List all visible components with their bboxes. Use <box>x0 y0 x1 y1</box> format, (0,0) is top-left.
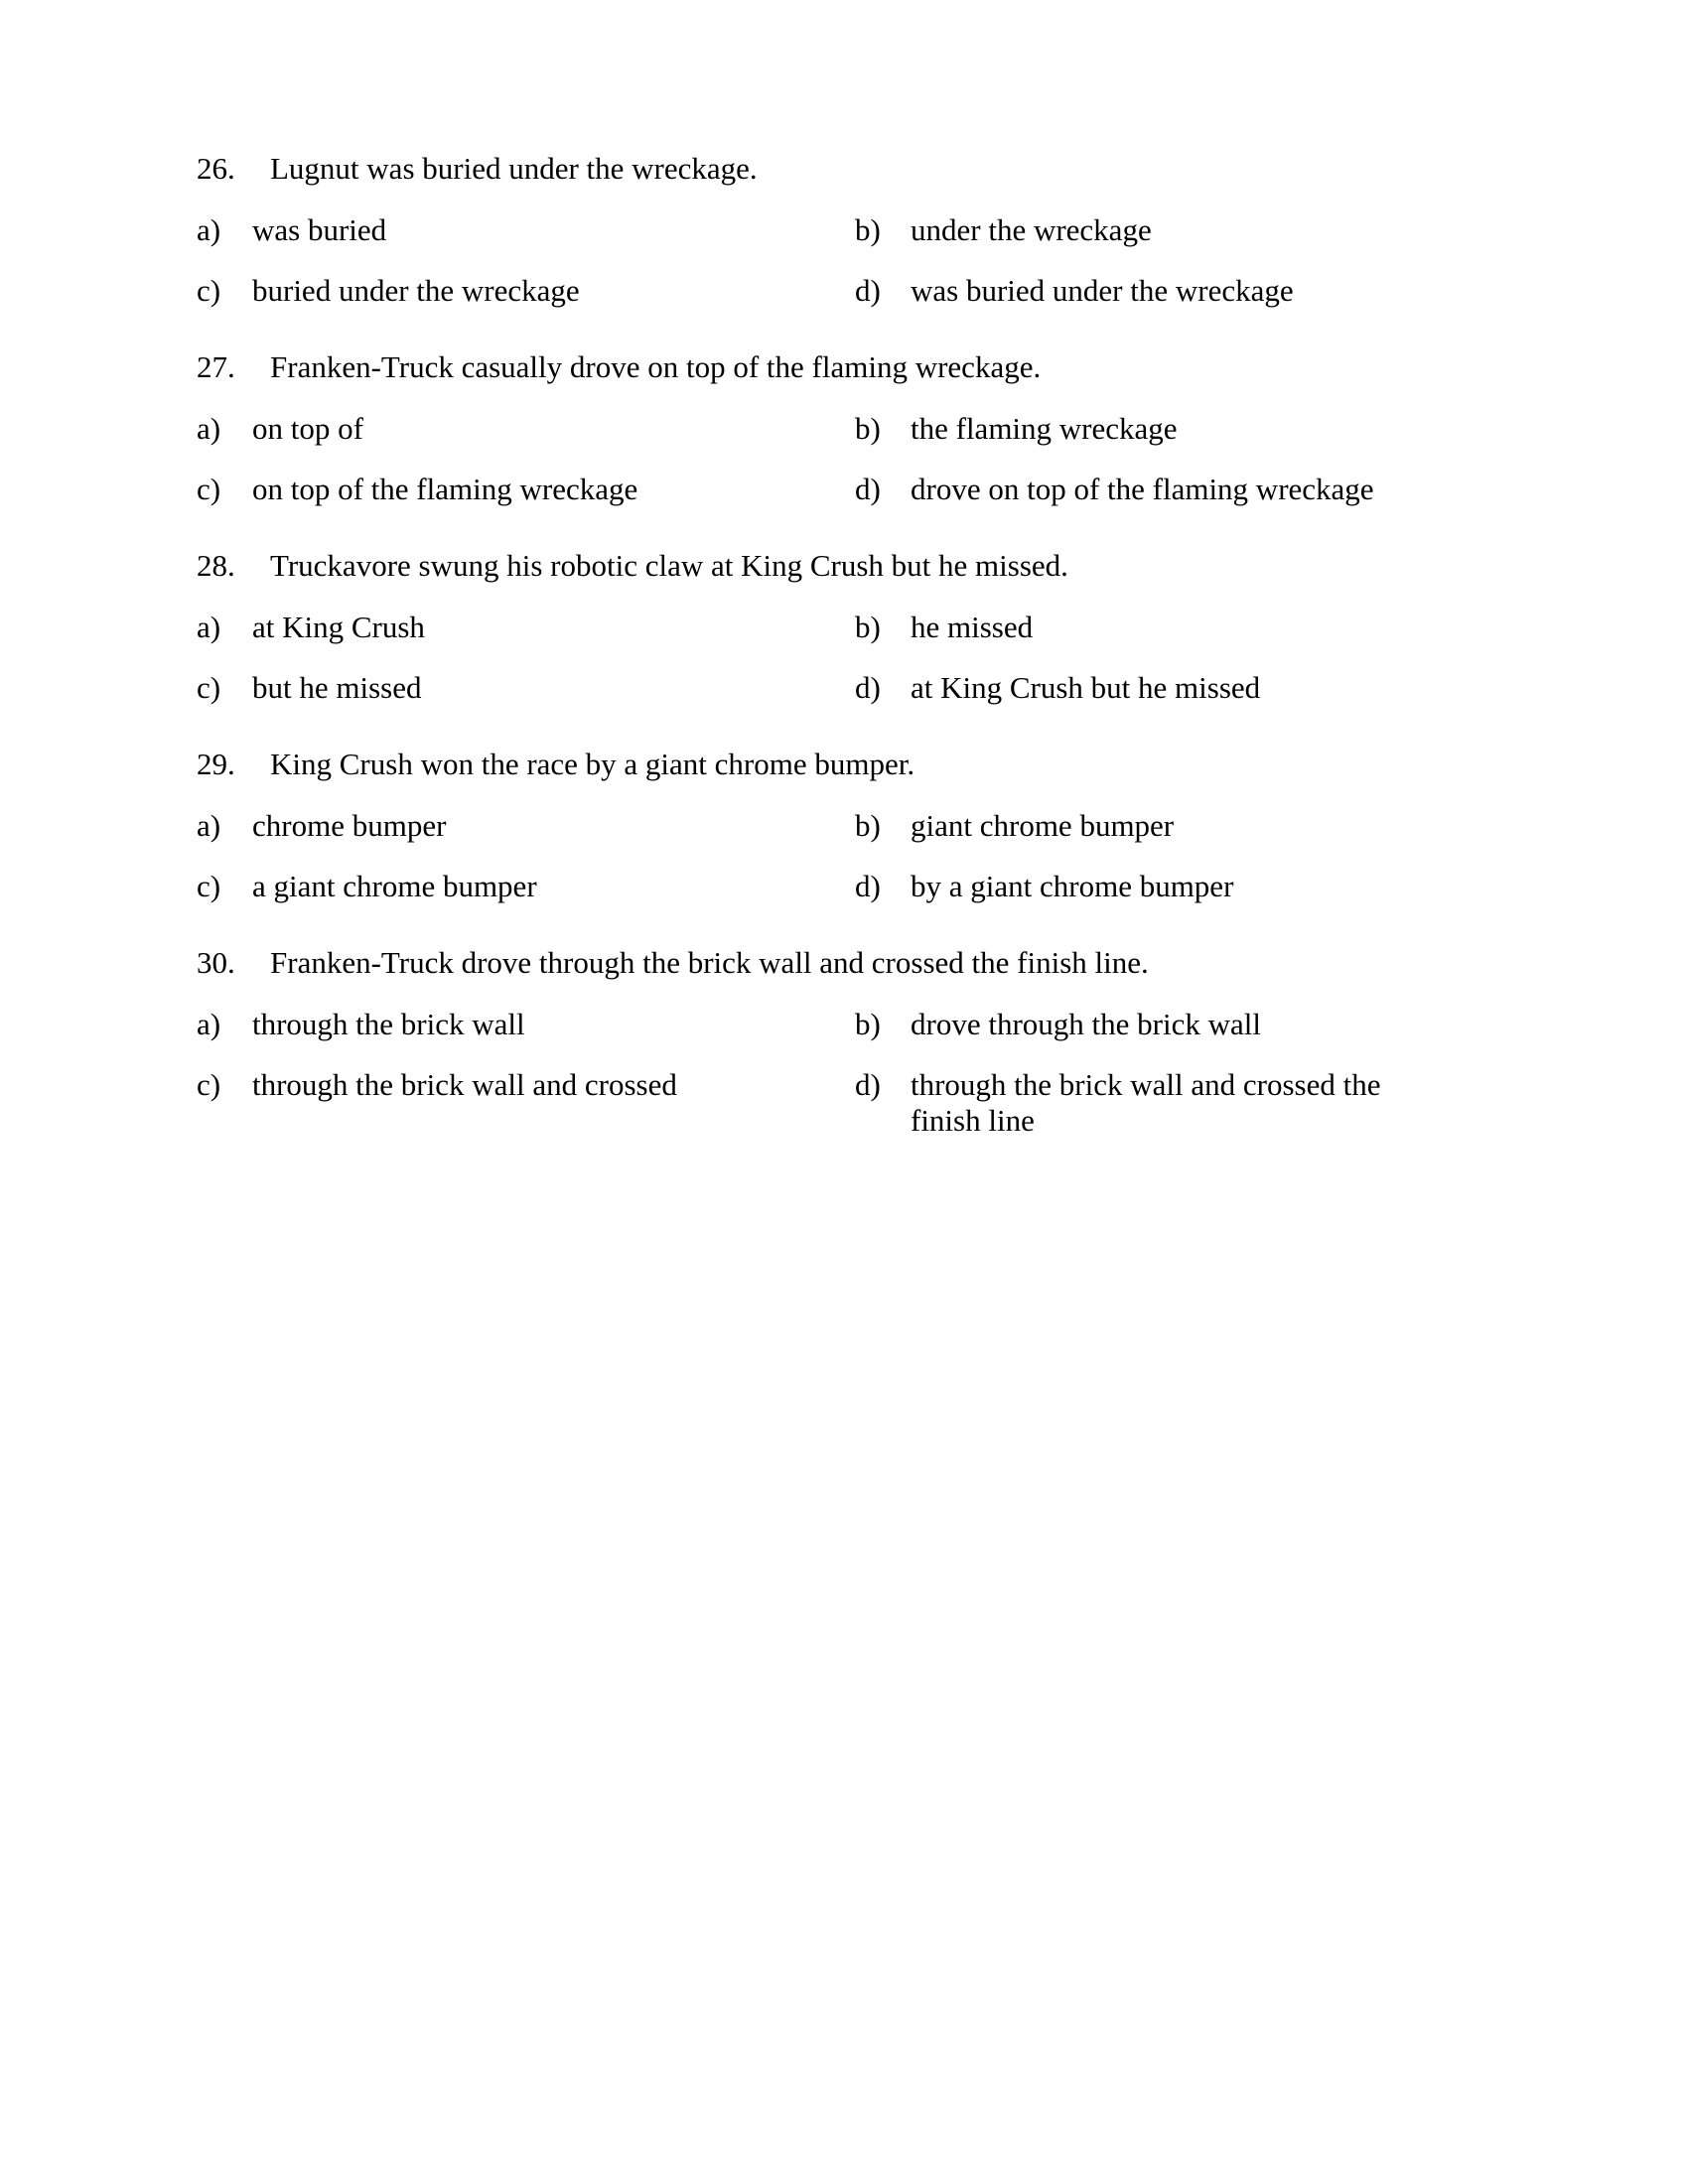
question-stem <box>197 747 1487 782</box>
option-text: a giant chrome bumper <box>252 869 537 903</box>
option-text: by a giant chrome bumper <box>911 869 1234 903</box>
question-text: Truckavore swung his robotic claw at King Crush but he missed. <box>270 548 1068 583</box>
question-number: 30. <box>197 945 235 980</box>
question-number: 27. <box>197 349 235 384</box>
option-text: at King Crush but he missed <box>911 670 1261 705</box>
question-text: King Crush won the race by a giant chrome bumper. <box>270 747 915 781</box>
option-letter: a) <box>197 1007 221 1041</box>
option-letter: b) <box>855 411 881 446</box>
option-text: he missed <box>911 610 1034 644</box>
option-text: under the wreckage <box>911 212 1152 247</box>
option-text: giant chrome bumper <box>911 808 1175 843</box>
question-28 <box>197 548 1487 717</box>
option-text: through the brick wall and crossed <box>252 1067 677 1102</box>
option-text: was buried under the wreckage <box>911 273 1294 308</box>
option-letter: c) <box>197 670 221 705</box>
option-text: but he missed <box>252 670 422 705</box>
option-text: on top of <box>252 411 363 446</box>
option-letter: c) <box>197 1067 221 1102</box>
question-stem <box>197 349 1487 385</box>
option-letter: a) <box>197 808 221 843</box>
option-letter: c) <box>197 869 221 903</box>
option-letter: d) <box>855 1067 881 1102</box>
question-30 <box>197 945 1487 1154</box>
option-letter: d) <box>855 273 881 308</box>
question-number: 26. <box>197 151 235 186</box>
option-letter: b) <box>855 808 881 843</box>
option-letter: c) <box>197 273 221 308</box>
question-text: Franken-Truck casually drove on top of the flaming wreckage. <box>270 349 1042 384</box>
option-letter: d) <box>855 869 881 903</box>
option-letter: a) <box>197 411 221 446</box>
option-text: drove through the brick wall <box>911 1007 1261 1041</box>
option-text: was buried <box>252 212 387 247</box>
option-letter: c) <box>197 472 221 506</box>
option-text: through the brick wall and crossed the finish line <box>911 1067 1381 1138</box>
option-text: through the brick wall <box>252 1007 525 1041</box>
option-letter: d) <box>855 472 881 506</box>
question-stem <box>197 151 1487 187</box>
option-letter: b) <box>855 610 881 644</box>
option-letter: b) <box>855 1007 881 1041</box>
question-27 <box>197 349 1487 518</box>
question-26 <box>197 151 1487 320</box>
option-text: on top of the flaming wreckage <box>252 472 638 506</box>
question-stem <box>197 548 1487 584</box>
option-text: at King Crush <box>252 610 425 644</box>
question-text: Lugnut was buried under the wreckage. <box>270 151 758 186</box>
option-letter: d) <box>855 670 881 705</box>
question-text: Franken-Truck drove through the brick wall and crossed the finish line. <box>270 945 1149 980</box>
option-text: drove on top of the flaming wreckage <box>911 472 1374 506</box>
question-number: 29. <box>197 747 235 781</box>
option-letter: a) <box>197 212 221 247</box>
option-letter: a) <box>197 610 221 644</box>
option-letter: b) <box>855 212 881 247</box>
option-text: the flaming wreckage <box>911 411 1178 446</box>
option-text: buried under the wreckage <box>252 273 580 308</box>
question-number: 28. <box>197 548 235 583</box>
question-stem <box>197 945 1487 981</box>
option-text: chrome bumper <box>252 808 447 843</box>
question-29 <box>197 747 1487 915</box>
